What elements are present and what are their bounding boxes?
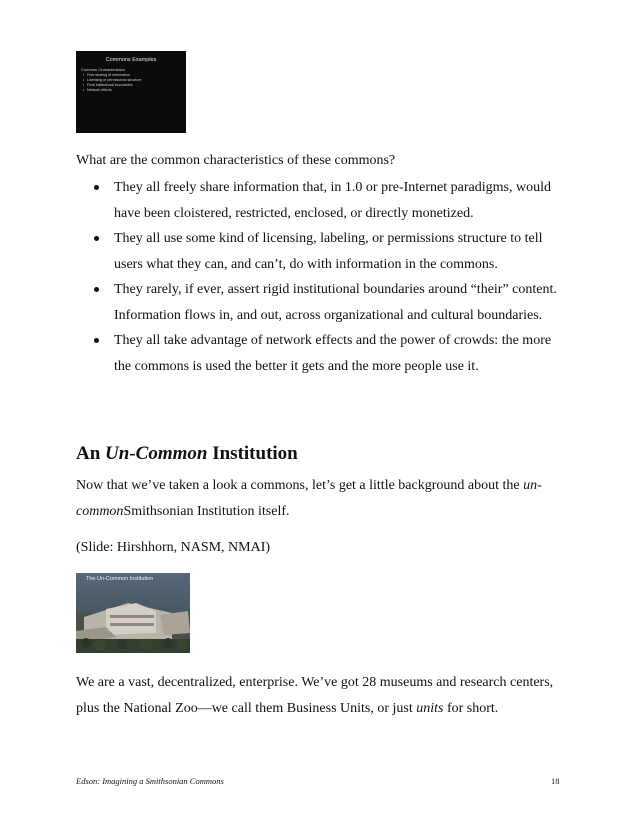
paragraph-text: We are a vast, decentralized, enterprise. We’ve got 28 museums and research centers, plus the National Zoo—we call them Business Units, or just xyxy=(76,675,554,716)
background-paragraph xyxy=(76,473,566,525)
footer-title: Edson: Imagining a Smithsonian Commons xyxy=(76,776,224,786)
heading-text: An xyxy=(76,443,106,464)
paragraph-emphasis: un-common xyxy=(76,478,542,519)
slide-bullet: • Network effects xyxy=(87,88,181,93)
enterprise-paragraph xyxy=(76,670,566,722)
building-photo-illustration xyxy=(76,573,190,653)
list-item-text: They all use some kind of licensing, labeling, or permissions structure to tell users what they can, and can’t, do with information in the commons. xyxy=(114,231,543,272)
characteristics-list xyxy=(76,175,566,379)
slide-bullet-list xyxy=(81,73,181,93)
list-item-text: They all freely share information that, in 1.0 or pre-Internet paradigms, would have been cloistered, restricted, enclosed, or directly monetized. xyxy=(114,180,551,221)
slide-subtitle: Common Characteristics xyxy=(81,67,125,72)
list-item xyxy=(76,175,566,226)
slide-thumbnail-commons-examples xyxy=(76,51,186,133)
paragraph-emphasis: units xyxy=(416,701,444,716)
list-item-text: They all take advantage of network effects and the power of crowds: the more the commons is used the better it gets and the more people use it. xyxy=(114,333,552,374)
section-heading xyxy=(76,441,298,467)
slide-thumbnail-uncommon-institution xyxy=(76,573,190,653)
bullet-icon xyxy=(94,236,99,241)
page-number: 18 xyxy=(551,776,560,786)
bullet-icon xyxy=(94,287,99,292)
heading-text: Institution xyxy=(207,443,298,464)
slide-bullet: • Fluid institutional boundaries xyxy=(87,83,181,88)
list-item xyxy=(76,226,566,277)
paragraph-text: for short. xyxy=(443,701,499,716)
list-item xyxy=(76,277,566,328)
slide-title: The Un-Common Institution xyxy=(86,576,154,582)
slide-note: (Slide: Hirshhorn, NASM, NMAI) xyxy=(76,540,271,555)
list-item-text: They rarely, if ever, assert rigid institutional boundaries around “their” content. Information flows in, and out, across organizational and cultural boundaries. xyxy=(114,282,557,323)
slide-bullet: • Free sharing of information xyxy=(87,73,181,78)
bullet-icon xyxy=(94,185,99,190)
list-item xyxy=(76,328,566,379)
bullet-icon xyxy=(94,338,99,343)
question-paragraph: What are the common characteristics of these commons? xyxy=(76,153,396,168)
slide-bullet: • Licensing or permissions structure xyxy=(87,78,181,83)
slide-title: Commons Examples xyxy=(105,57,157,63)
paragraph-text: Smithsonian Institution itself. xyxy=(123,504,290,519)
paragraph-text: Now that we’ve taken a look a commons, let’s get a little background about the xyxy=(76,478,524,493)
heading-emphasis: Un-Common xyxy=(105,443,208,464)
